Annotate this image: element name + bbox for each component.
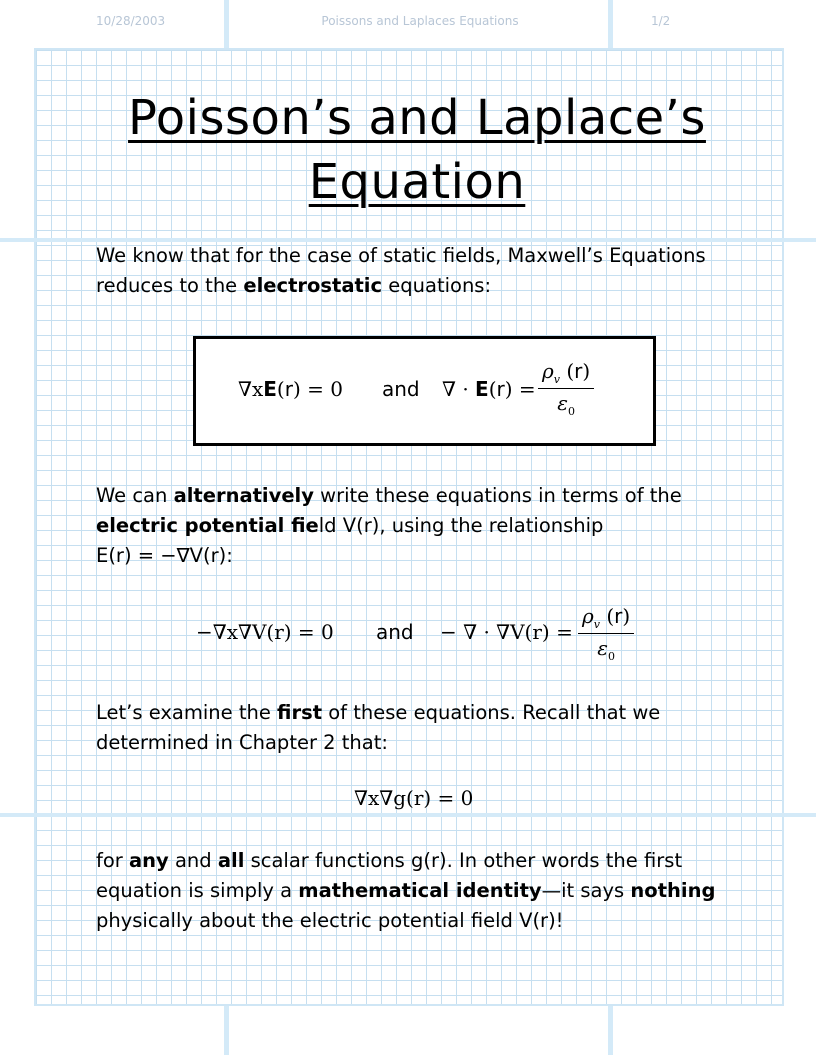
page-header-number: 1/2	[651, 14, 671, 28]
bold-term: electric potential fie	[96, 514, 319, 537]
page-header-date: 10/28/2003	[96, 14, 166, 28]
paragraph-2	[96, 481, 746, 571]
text-line: E(r) = −∇V(r):	[96, 544, 233, 567]
text: We can	[96, 484, 174, 507]
text: write these equations in terms of the	[313, 484, 682, 507]
equation-box	[193, 336, 656, 446]
text: and	[168, 849, 218, 872]
text: equation is simply a	[96, 879, 299, 902]
text-line	[96, 271, 746, 301]
bold-term: nothing	[630, 879, 716, 902]
divergence-equation: ∇ · E(r) =	[442, 377, 536, 401]
text-line	[96, 481, 746, 511]
text: Let’s examine the	[96, 701, 278, 724]
text-line	[96, 846, 746, 876]
text-line: physically about the electric potential field V(r)!	[96, 909, 564, 932]
bold-term: any	[129, 849, 169, 872]
charge-density-fraction: $\frac{\rho_v (r)}{\varepsilon_0}$	[538, 359, 594, 418]
document-title-line1: Poisson’s and Laplace’s	[128, 90, 706, 146]
curl-equation: ∇xE(r) = 0	[238, 377, 343, 401]
page-header-title: Poissons and Laplaces Equations	[321, 14, 519, 28]
text-line: We know that for the case of static fields, Maxwell’s Equations	[96, 244, 706, 267]
bold-term: first	[277, 701, 323, 724]
charge-density-fraction: $\frac{\rho_v (r)}{\varepsilon_0}$	[578, 604, 634, 663]
potential-curl-equation: −∇x∇V(r) = 0	[196, 620, 334, 644]
document-title-line2: Equation	[308, 154, 526, 210]
text: ld V(r), using the relationship	[318, 514, 604, 537]
text: scalar functions g(r). In other words the first	[244, 849, 683, 872]
and-word: and	[382, 377, 420, 401]
paragraph-3	[96, 698, 746, 758]
bold-term: mathematical identity	[298, 879, 542, 902]
bold-term: all	[217, 849, 245, 872]
potential-divergence-equation: − ∇ · ∇V(r) =	[440, 620, 573, 644]
text: for	[96, 849, 130, 872]
text: equations:	[382, 274, 492, 297]
text-line	[96, 876, 746, 906]
and-word: and	[376, 620, 414, 644]
text: reduces to the	[96, 274, 244, 297]
text-line	[96, 698, 746, 728]
bold-term: electrostatic	[243, 274, 383, 297]
bold-term: alternatively	[173, 484, 314, 507]
paragraph-4	[96, 846, 746, 936]
text-line	[96, 511, 746, 541]
text: —it says	[541, 879, 631, 902]
text: of these equations. Recall that we	[322, 701, 661, 724]
text-line: determined in Chapter 2 that:	[96, 731, 388, 754]
paragraph-1	[96, 241, 746, 301]
identity-equation: ∇x∇g(r) = 0	[354, 786, 474, 810]
